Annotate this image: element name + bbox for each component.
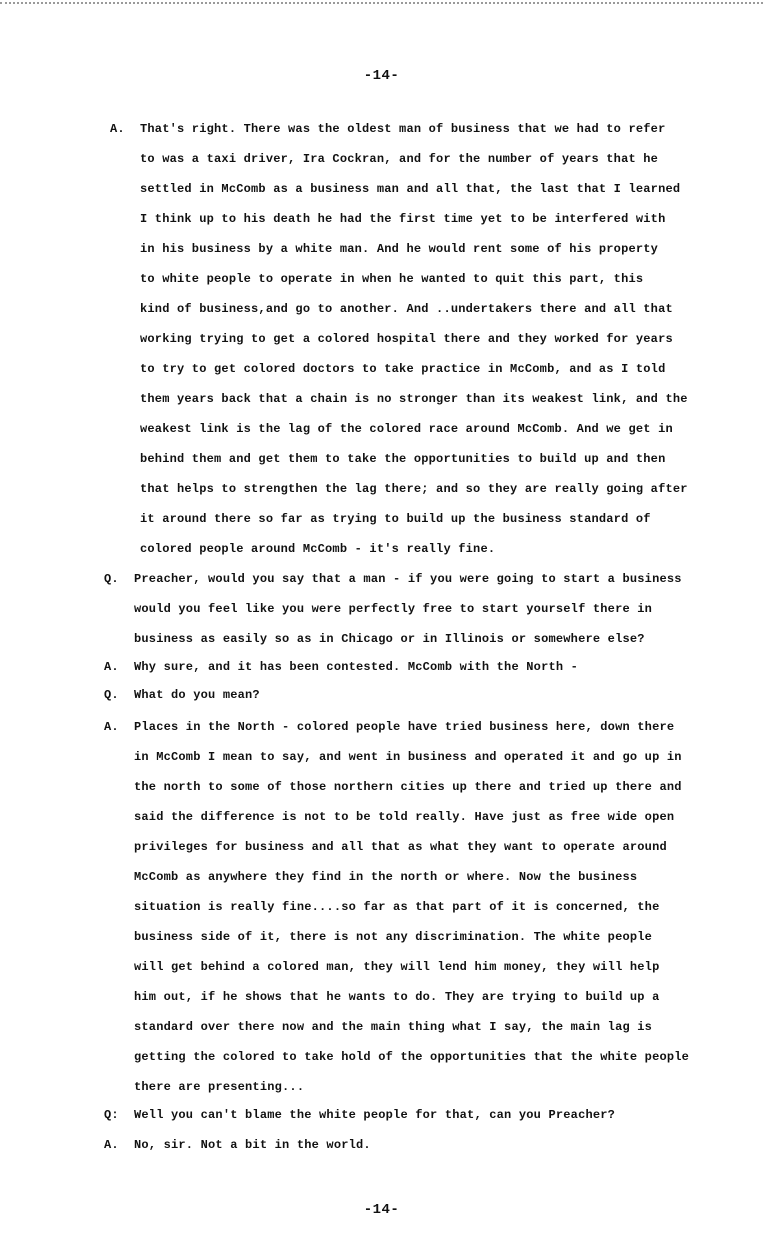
speaker-label: A. [104,660,119,674]
answer-text [134,712,704,1102]
page-number-bottom: -14- [363,1202,400,1218]
text-line: said the difference is not to be told really. Have just as free wide open [134,810,675,824]
text-line: kind of business,and go to another. And ..undertakers there and all that [140,302,673,316]
text-line: it around there so far as trying to build up the business standard of [140,512,651,526]
text-line: situation is really fine....so far as that part of it is concerned, the [134,900,660,914]
qa-block [104,564,704,654]
text-line: colored people around McComb - it's really fine. [140,542,496,556]
speaker-label: A. [110,122,125,136]
text-line: privileges for business and all that as what they want to operate around [134,840,667,854]
answer-text [134,1130,704,1160]
text-line: in McComb I mean to say, and went in business and operated it and go up in [134,750,682,764]
answer-text [140,114,710,564]
text-line: No, sir. Not a bit in the world. [134,1138,371,1152]
text-line: Well you can't blame the white people for that, can you Preacher? [134,1108,616,1122]
text-line: business side of it, there is not any discrimination. The white people [134,930,653,944]
page-number-top: -14- [363,68,400,84]
text-line: there are presenting... [134,1080,305,1094]
text-line: will get behind a colored man, they will lend him money, they will help [134,960,660,974]
qa-block [104,652,704,682]
answer-text [134,680,704,710]
qa-block [104,712,704,1102]
text-line: Preacher, would you say that a man - if you were going to start a business [134,572,682,586]
qa-block [104,680,704,710]
text-line: that helps to strengthen the lag there; and so they are really going after [140,482,688,496]
qa-block [104,1130,704,1160]
qa-block [110,114,710,564]
text-line: That's right. There was the oldest man of business that we had to refer [140,122,666,136]
text-line: Why sure, and it has been contested. McComb with the North - [134,660,579,674]
text-line: him out, if he shows that he wants to do. They are trying to build up a [134,990,660,1004]
speaker-label: Q. [104,572,119,586]
text-line: settled in McComb as a business man and all that, the last that I learned [140,182,681,196]
speaker-label: A. [104,720,119,734]
speaker-label: A. [104,1138,119,1152]
answer-text [134,564,704,654]
text-line: behind them and get them to take the opportunities to build up and then [140,452,666,466]
text-line: McComb as anywhere they find in the north or where. Now the business [134,870,638,884]
answer-text [134,652,704,682]
text-line: them years back that a chain is no stronger than its weakest link, and the [140,392,688,406]
text-line: in his business by a white man. And he would rent some of his property [140,242,659,256]
text-line: to white people to operate in when he wanted to quit this part, this [140,272,644,286]
text-line: would you feel like you were perfectly free to start yourself there in [134,602,653,616]
page-top-border [0,2,763,4]
qa-block [104,1100,704,1130]
text-line: Places in the North - colored people have tried business here, down there [134,720,675,734]
text-line: What do you mean? [134,688,260,702]
text-line: working trying to get a colored hospital there and they worked for years [140,332,673,346]
text-line: standard over there now and the main thing what I say, the main lag is [134,1020,653,1034]
text-line: I think up to his death he had the first time yet to be interfered with [140,212,666,226]
text-line: getting the colored to take hold of the opportunities that the white people [134,1050,690,1064]
text-line: the north to some of those northern cities up there and tried up there and [134,780,682,794]
text-line: business as easily so as in Chicago or in Illinois or somewhere else? [134,632,645,646]
speaker-label: Q: [104,1108,119,1122]
speaker-label: Q. [104,688,119,702]
answer-text [134,1100,704,1130]
text-line: weakest link is the lag of the colored race around McComb. And we get in [140,422,673,436]
text-line: to was a taxi driver, Ira Cockran, and for the number of years that he [140,152,659,166]
text-line: to try to get colored doctors to take practice in McComb, and as I told [140,362,666,376]
